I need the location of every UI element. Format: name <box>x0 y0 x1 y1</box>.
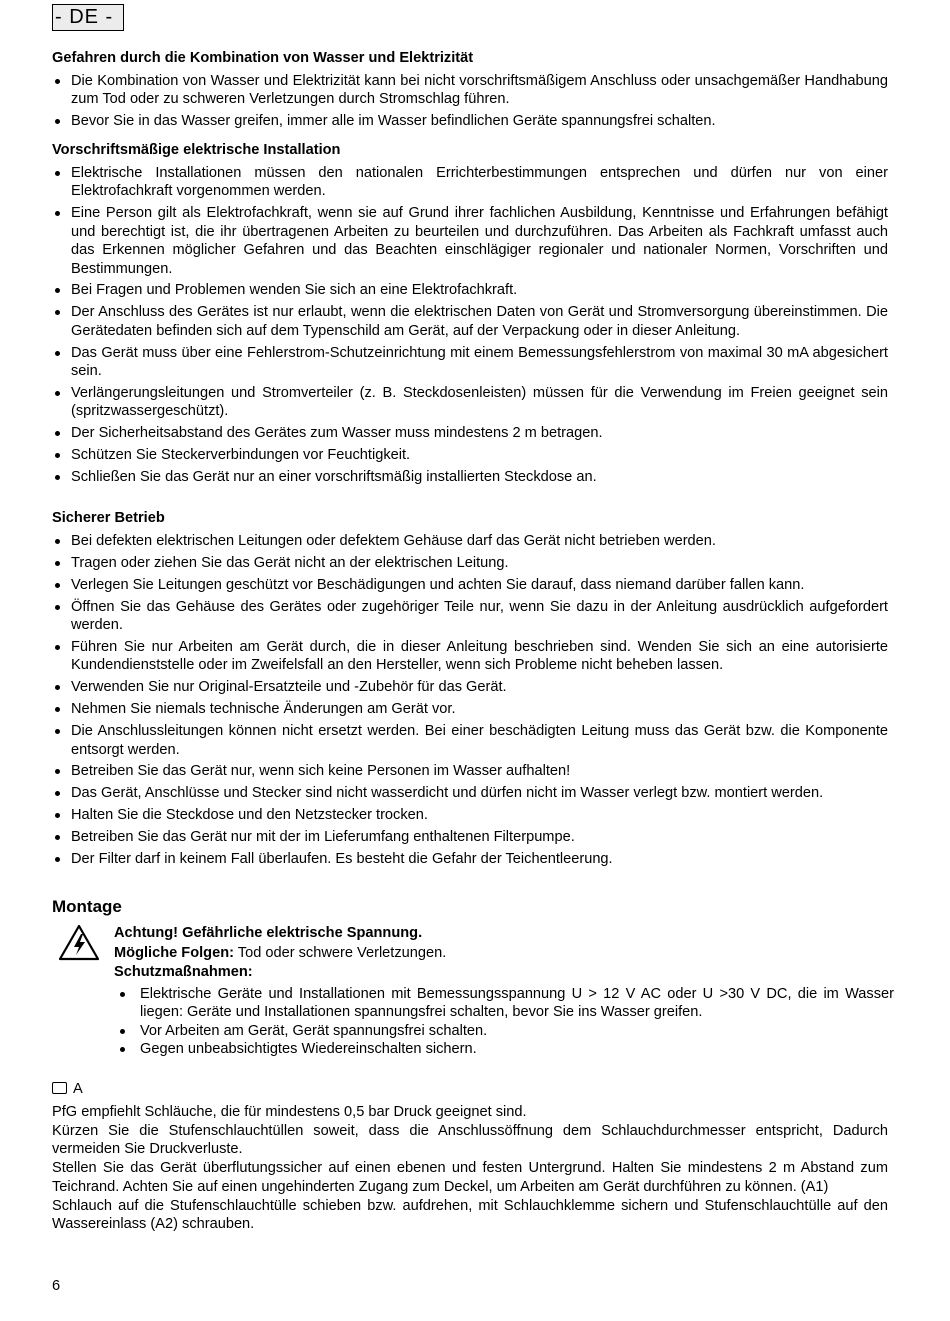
warning-consequences <box>114 944 894 964</box>
list-item: Bei Fragen und Problemen wenden Sie sich an eine Elektrofachkraft. <box>52 281 888 299</box>
list-item: Betreiben Sie das Gerät nur mit der im Lieferumfang enthaltenen Filterpumpe. <box>52 828 888 846</box>
list-item: Der Filter darf in keinem Fall überlaufen. Es besteht die Gefahr der Teichentleerung. <box>52 850 888 868</box>
consequences-text: Tod oder schwere Verletzungen. <box>234 944 447 961</box>
bullet-list <box>52 72 888 131</box>
page-number: 6 <box>52 1278 61 1294</box>
paragraph: Schlauch auf die Stufenschlauchtülle schieben bzw. aufdrehen, mit Schlauchklemme sichern und Stufenschlauchtülle auf den Wassereinlass (A2) schrauben. <box>52 1197 888 1232</box>
section-electrical-installation <box>52 141 888 490</box>
list-item: Der Anschluss des Gerätes ist nur erlaubt, wenn die elektrischen Daten von Gerät und Stromversorgung übereinstimmen. Die Gerätedaten befinden sich auf dem Typenschild am Gerät, auf der Verpackung oder in dieser Anleitung. <box>52 303 888 340</box>
list-item: Betreiben Sie das Gerät nur, wenn sich keine Personen im Wasser aufhalten! <box>52 762 888 780</box>
warning-title: Achtung! Gefährliche elektrische Spannung. <box>114 925 423 941</box>
list-item: Elektrische Geräte und Installationen mit Bemessungsspannung U > 12 V AC oder U >30 V DC, die im Wasser liegen: Geräte und Installationen spannungsfrei schalten, bevor Sie ins Wasser greifen. <box>114 985 894 1022</box>
warning-block <box>114 924 894 1059</box>
montage-title: Montage <box>52 897 122 916</box>
figure-icon <box>52 1082 67 1094</box>
section-water-electricity <box>52 49 888 134</box>
list-item: Schließen Sie das Gerät nur an einer vorschriftsmäßig installierten Steckdose an. <box>52 468 888 486</box>
list-item: Verlegen Sie Leitungen geschützt vor Beschädigungen und achten Sie darauf, dass niemand darüber fallen kann. <box>52 576 888 594</box>
list-item: Das Gerät muss über eine Fehlerstrom-Schutzeinrichtung mit einem Bemessungsfehlerstrom von maximal 30 mA abgesichert sein. <box>52 344 888 381</box>
measures-list <box>114 985 894 1059</box>
bullet-list <box>52 532 888 869</box>
consequences-label: Mögliche Folgen: <box>114 944 234 961</box>
paragraph: Kürzen Sie die Stufenschlauchtüllen soweit, dass die Anschlussöffnung dem Schlauchdurchmesser entspricht, Dadurch vermeiden Sie Druckverluste. <box>52 1122 888 1158</box>
list-item: Schützen Sie Steckerverbindungen vor Feuchtigkeit. <box>52 446 888 464</box>
list-item: Nehmen Sie niemals technische Änderungen am Gerät vor. <box>52 700 888 718</box>
measures-label: Schutzmaßnahmen: <box>114 964 253 980</box>
list-item: Verwenden Sie nur Original-Ersatzteile und -Zubehör für das Gerät. <box>52 678 888 696</box>
list-item: Vor Arbeiten am Gerät, Gerät spannungsfrei schalten. <box>114 1022 894 1041</box>
list-item: Halten Sie die Steckdose und den Netzstecker trocken. <box>52 806 888 824</box>
list-item: Die Anschlussleitungen können nicht ersetzt werden. Bei einer beschädigten Leitung muss das Gerät bzw. die Komponente entsorgt werden. <box>52 722 888 759</box>
list-item: Führen Sie nur Arbeiten am Gerät durch, die in dieser Anleitung beschrieben sind. Wenden Sie sich an eine autorisierte Kundendienststelle oder im Zweifelsfall an den Hersteller, wenn sich Probleme nicht beheben lassen. <box>52 638 888 675</box>
paragraph: PfG empfiehlt Schläuche, die für mindestens 0,5 bar Druck geeignet sind. <box>52 1104 527 1120</box>
paragraph: Stellen Sie das Gerät überflutungssicher auf einen ebenen und festen Untergrund. Halten Sie mindestens 2 m Abstand zum Teichrand. Achten Sie auf einen ungehinderten Zugang zum Deckel, um Arbeiten am Gerät durchführen zu können. (A1) <box>52 1160 888 1195</box>
list-item: Bevor Sie in das Wasser greifen, immer alle im Wasser befindlichen Geräte spannungsfrei schalten. <box>52 112 888 130</box>
list-item: Verlängerungsleitungen und Stromverteiler (z. B. Steckdosenleisten) müssen für die Verwendung im Freien geeignet sein (spritzwassergeschützt). <box>52 384 888 421</box>
language-tag: - DE - <box>52 4 124 31</box>
list-item: Tragen oder ziehen Sie das Gerät nicht an der elektrischen Leitung. <box>52 554 888 572</box>
bullet-list <box>52 164 888 487</box>
list-item: Öffnen Sie das Gehäuse des Gerätes oder zugehöriger Teile nur, wenn Sie dazu in der Anleitung ausdrücklich aufgefordert werden. <box>52 598 888 635</box>
section-title: Vorschriftsmäßige elektrische Installation <box>52 142 341 158</box>
list-item: Gegen unbeabsichtigtes Wiedereinschalten sichern. <box>114 1040 894 1059</box>
section-title: Sicherer Betrieb <box>52 510 165 526</box>
list-item: Das Gerät, Anschlüsse und Stecker sind nicht wasserdicht und dürfen nicht im Wasser verlegt bzw. montiert werden. <box>52 784 888 802</box>
figure-reference <box>52 1080 83 1098</box>
list-item: Der Sicherheitsabstand des Gerätes zum Wasser muss mindestens 2 m betragen. <box>52 424 888 442</box>
section-safe-operation <box>52 509 888 872</box>
electrical-hazard-icon <box>58 924 100 962</box>
figure-label: A <box>73 1081 83 1097</box>
list-item: Die Kombination von Wasser und Elektrizität kann bei nicht vorschriftsmäßigem Anschluss oder unsachgemäßer Handhabung zum Tod oder zu schweren Verletzungen durch Stromschlag führen. <box>52 72 888 109</box>
section-title: Gefahren durch die Kombination von Wasser und Elektrizität <box>52 50 474 66</box>
list-item: Bei defekten elektrischen Leitungen oder defektem Gehäuse darf das Gerät nicht betrieben werden. <box>52 532 888 550</box>
list-item: Elektrische Installationen müssen den nationalen Errichterbestimmungen entsprechen und dürfen nur von einer Elektrofachkraft vorgenommen werden. <box>52 164 888 201</box>
list-item: Eine Person gilt als Elektrofachkraft, wenn sie auf Grund ihrer fachlichen Ausbildung, Kenntnisse und Erfahrungen befähigt und berechtigt ist, die ihr übertragenen Arbeiten zu beurteilen und durchzuführen. Das Arbeiten als Fachkraft umfasst auch das Erkennen möglicher Gefahren und das Beachten einschlägiger regionaler und nationaler Normen, Vorschriften und Bestimmungen. <box>52 204 888 278</box>
montage-instructions <box>52 1103 888 1234</box>
